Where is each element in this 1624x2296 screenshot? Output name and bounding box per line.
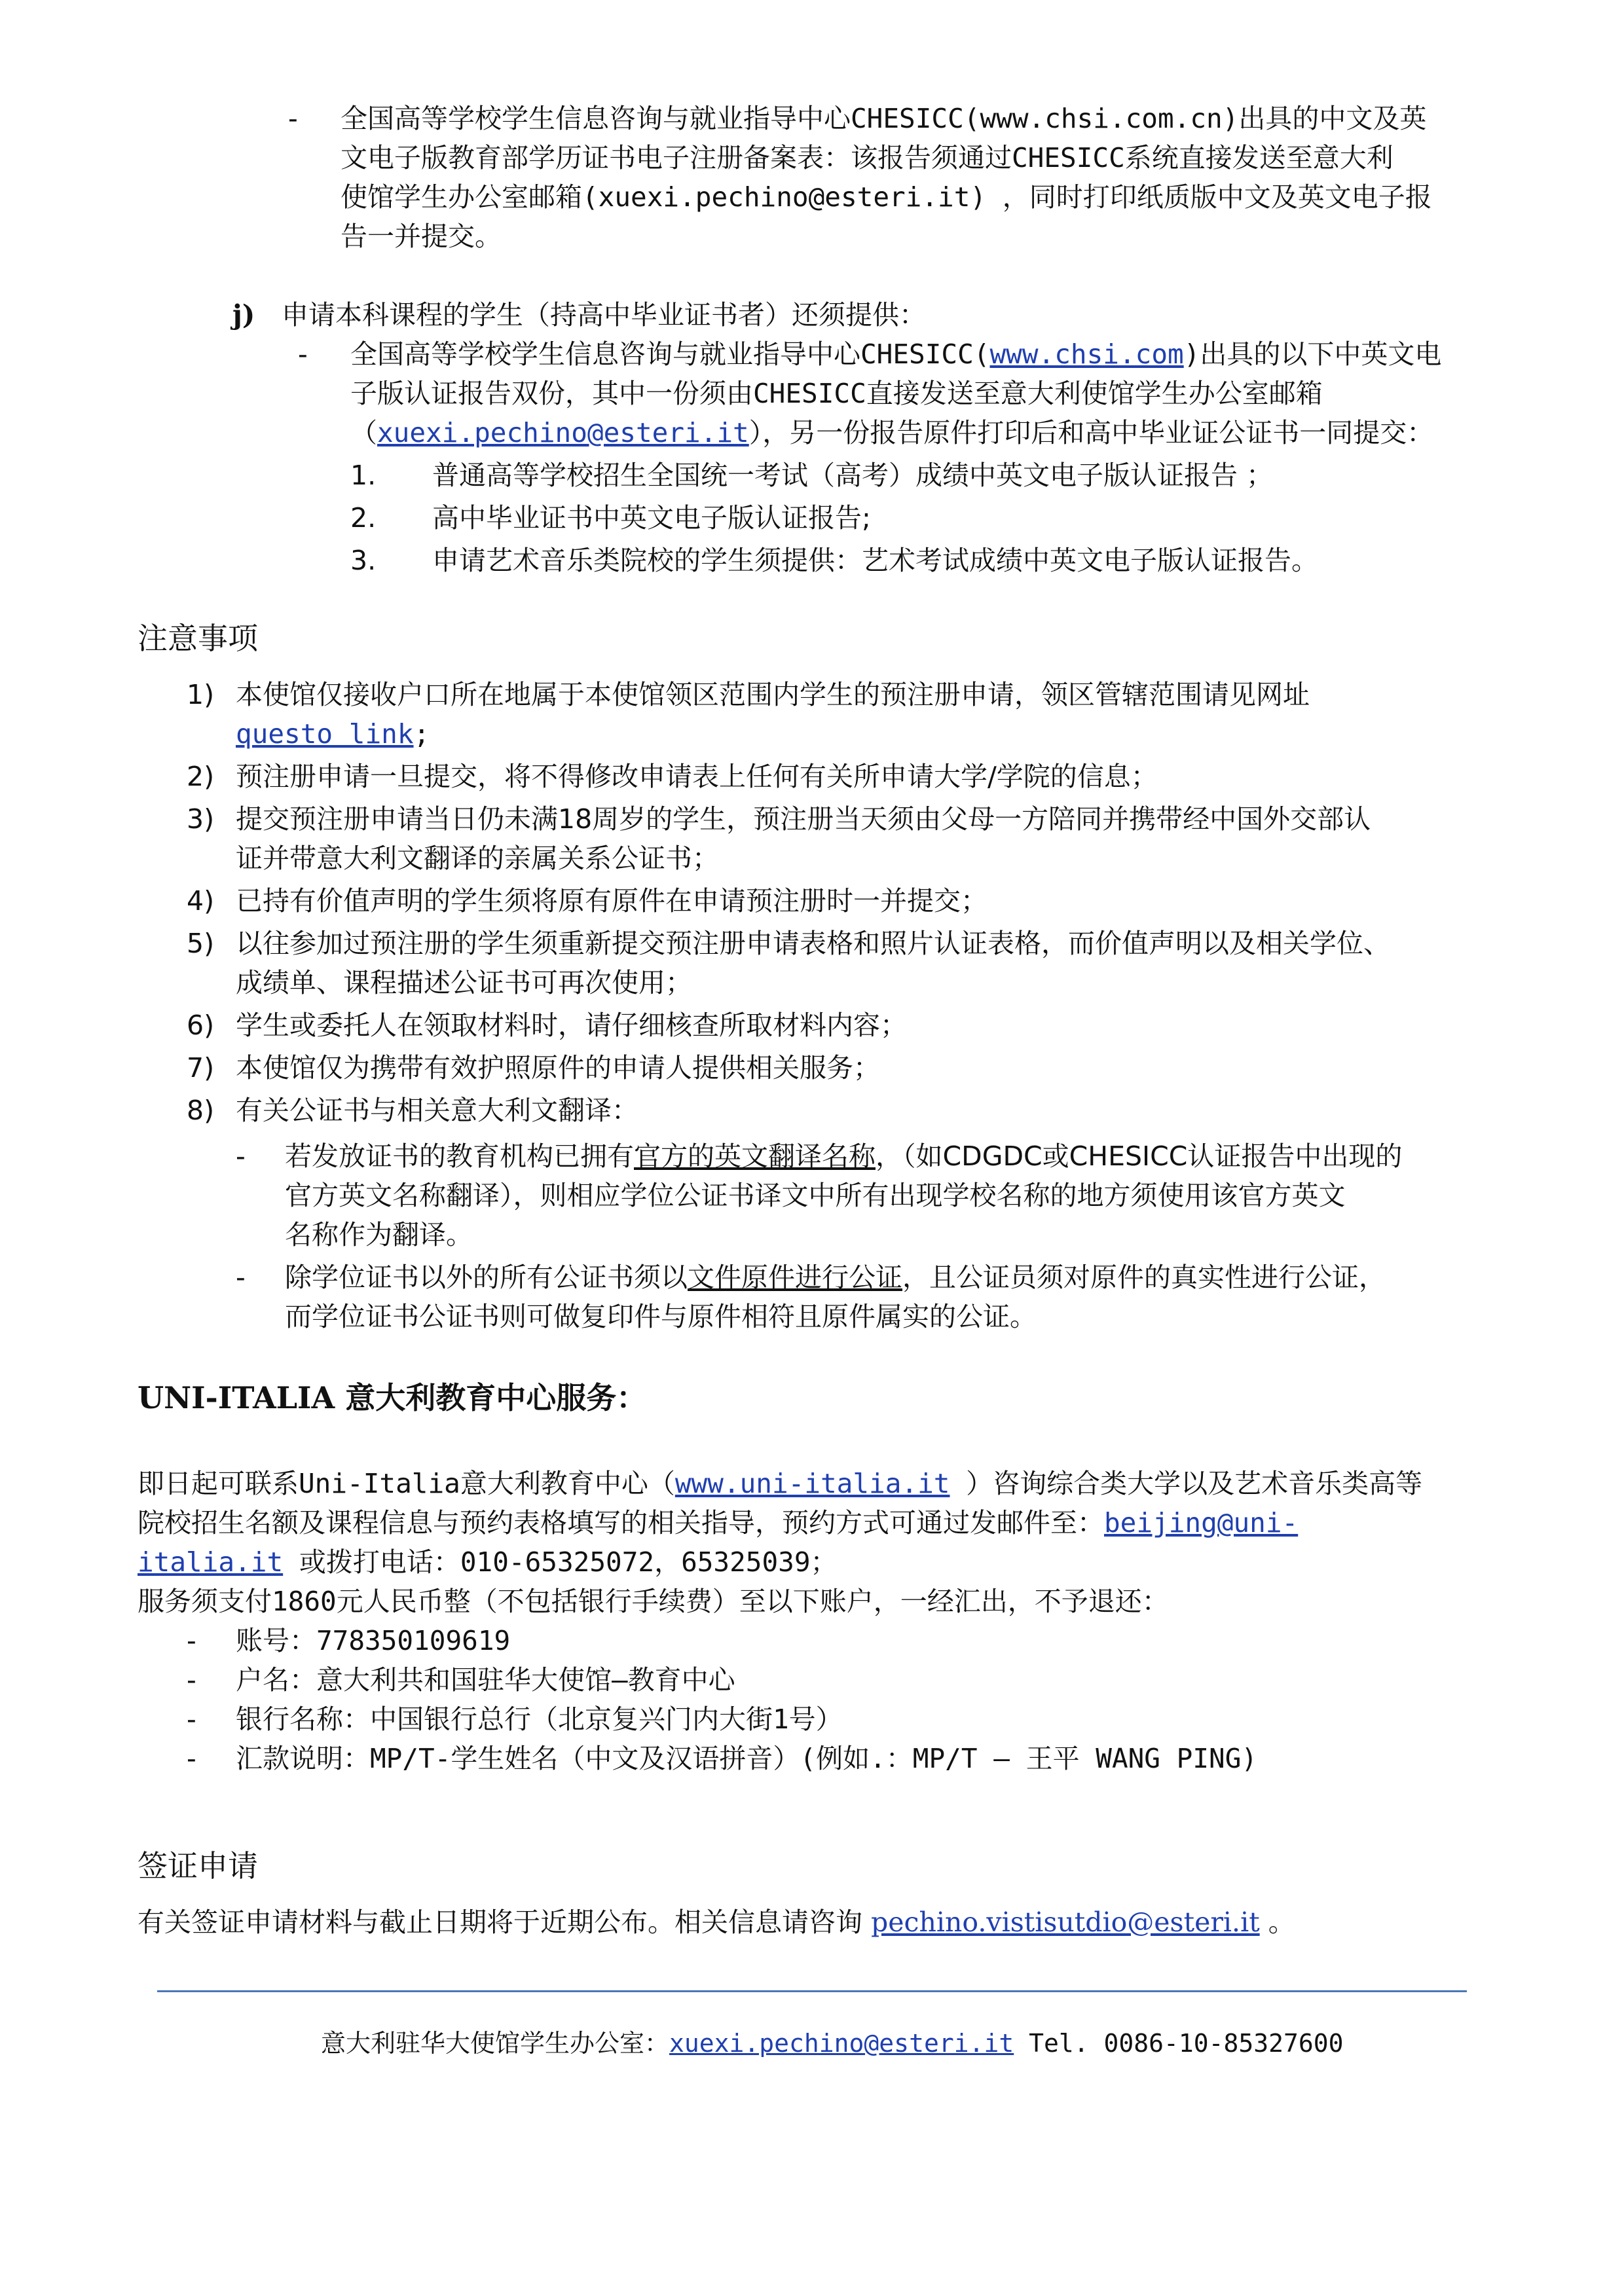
bank-name: 银行名称：中国银行总行（北京复兴门内大街1号） bbox=[236, 1704, 843, 1735]
note-item-7: 本使馆仅为携带有效护照原件的申请人提供相关服务； bbox=[236, 1052, 880, 1084]
bullet-marker: - bbox=[288, 103, 298, 134]
bank-remittance-note: 汇款说明：MP/T-学生姓名（中文及汉语拼音）(例如.：MP/T – 王平 WANG PING) bbox=[236, 1743, 1258, 1774]
visa-email-link[interactable]: pechino.vistisutdio@esteri.it bbox=[871, 1906, 1260, 1938]
note-item-6: 学生或委托人在领取材料时，请仔细核查所取材料内容； bbox=[236, 1010, 907, 1041]
note-8-sub1-line-2: 官方英文名称翻译），则相应学位公证书译文中所有出现学校名称的地方须使用该官方英文 bbox=[285, 1180, 1346, 1211]
numbered-item-3: 申请艺术音乐类院校的学生须提供：艺术考试成绩中英文电子版认证报告。 bbox=[432, 545, 1318, 576]
note-8-sub-marker-2: - bbox=[236, 1262, 246, 1293]
section-j-line-3-tail: ），另一份报告原件打印后和高中毕业证公证书一同提交： bbox=[748, 417, 1434, 448]
note-8-sub1-tail: ，（如CDGDC或CHESICC认证报告中出现的 bbox=[876, 1140, 1403, 1172]
bank-account-name: 户名：意大利共和国驻华大使馆—教育中心 bbox=[236, 1664, 735, 1696]
numbered-item-2: 高中毕业证书中英文电子版认证报告; bbox=[432, 502, 871, 534]
uni-italia-p1-tail: ）咨询综合类大学以及艺术音乐类高等 bbox=[950, 1468, 1423, 1499]
note-8-sub2-underlined-2: 原件 bbox=[741, 1262, 795, 1293]
section-j-line-2: 子版认证报告双份，其中一份须由CHESICC直接发送至意大利使馆学生办公室邮箱 bbox=[350, 378, 1323, 409]
note-8-sub1-underlined: 官方的英文翻译名称 bbox=[634, 1140, 876, 1172]
note-item-1-link-line bbox=[236, 714, 430, 754]
note-marker-3: 3) bbox=[187, 803, 215, 835]
bank-marker-1: - bbox=[187, 1625, 196, 1656]
section-j-line-3-open: （ bbox=[350, 417, 377, 448]
note-item-1-tail: ; bbox=[413, 718, 430, 750]
note-item-3-line-2: 证并带意大利文翻译的亲属关系公证书； bbox=[236, 843, 719, 874]
note-marker-8: 8) bbox=[187, 1095, 215, 1126]
footer-label: 意大利驻华大使馆学生办公室： bbox=[321, 2029, 670, 2058]
visa-heading: 签证申请 bbox=[138, 1848, 258, 1884]
bank-account-number: 账号：778350109619 bbox=[236, 1625, 511, 1656]
note-marker-7: 7) bbox=[187, 1052, 215, 1084]
section-j-line-1-tail: )出具的以下中英文电 bbox=[1183, 338, 1442, 370]
footer bbox=[321, 2023, 1344, 2064]
note-8-sub-marker-1: - bbox=[236, 1140, 246, 1172]
bank-marker-3: - bbox=[187, 1704, 196, 1735]
uni-italia-p2 bbox=[138, 1503, 1298, 1543]
beijing-email-link-part-1[interactable]: beijing@uni- bbox=[1104, 1507, 1299, 1539]
note-8-sub1-line-1 bbox=[285, 1136, 1402, 1176]
note-item-1: 本使馆仅接收户口所在地属于本使馆领区范围内学生的预注册申请，领区管辖范围请见网址 bbox=[236, 679, 1310, 710]
questo-link[interactable]: questo link bbox=[236, 718, 414, 750]
section-j-line-1 bbox=[350, 334, 1441, 374]
uni-italia-site-link[interactable]: www.uni-italia.it bbox=[674, 1468, 950, 1499]
uni-italia-p2-text: 院校招生名额及课程信息与预约表格填写的相关指导，预约方式可通过发邮件至： bbox=[138, 1507, 1104, 1539]
uni-italia-heading-latin: UNI-ITALIA bbox=[138, 1380, 335, 1415]
intro-line-2: 文电子版教育部学历证书电子注册备案表：该报告须通过CHESICC系统直接发送至意大利 bbox=[341, 142, 1393, 173]
note-8-sub2-underlined-3: 进行公证 bbox=[795, 1262, 902, 1293]
chsi-link[interactable]: www.chsi.com bbox=[989, 338, 1184, 370]
numbered-marker-2: 2. bbox=[350, 502, 377, 534]
uni-italia-heading-cn: 意大利教育中心服务： bbox=[335, 1380, 647, 1415]
note-8-sub2-tail: ，且公证员须对原件的真实性进行公证， bbox=[902, 1262, 1386, 1293]
note-8-sub1-line-3: 名称作为翻译。 bbox=[285, 1219, 473, 1250]
intro-line-3: 使馆学生办公室邮箱(xuexi.pechino@esteri.it) ，同时打印纸质版中文及英文电子报 bbox=[341, 181, 1432, 213]
note-item-5-line-2: 成绩单、课程描述公证书可再次使用； bbox=[236, 967, 692, 998]
note-8-sub2-line-2: 而学位证书公证书则可做复印件与原件相符且原件属实的公证。 bbox=[285, 1301, 1037, 1332]
bank-marker-2: - bbox=[187, 1664, 196, 1696]
visa-text-body: 有关签证申请材料与截止日期将于近期公布。相关信息请咨询 bbox=[138, 1906, 872, 1938]
note-8-sub2-line-1 bbox=[285, 1257, 1386, 1298]
note-marker-4: 4) bbox=[187, 885, 215, 917]
section-j-marker: j) bbox=[232, 299, 255, 331]
note-item-5-line-1: 以往参加过预注册的学生须重新提交预注册申请表格和照片认证表格，而价值声明以及相关学位、 bbox=[236, 928, 1390, 959]
section-j-sub-marker: - bbox=[298, 338, 308, 370]
note-item-4: 已持有价值声明的学生须将原有原件在申请预注册时一并提交； bbox=[236, 885, 987, 917]
intro-line-1: 全国高等学校学生信息咨询与就业指导中心CHESICC(www.chsi.com.cn)出具的中文及英 bbox=[341, 103, 1427, 134]
section-j-line-3 bbox=[350, 412, 1433, 453]
bank-marker-4: - bbox=[187, 1743, 196, 1774]
uni-italia-p1 bbox=[138, 1463, 1422, 1504]
uni-italia-p3 bbox=[138, 1542, 838, 1582]
uni-italia-p1-text: 即日起可联系Uni-Italia意大利教育中心（ bbox=[138, 1468, 675, 1499]
note-8-sub2-text: 除学位证书以外的所有公证书须以 bbox=[285, 1262, 688, 1293]
note-marker-6: 6) bbox=[187, 1010, 215, 1041]
uni-italia-heading bbox=[138, 1375, 646, 1421]
xuexi-email-link[interactable]: xuexi.pechino@esteri.it bbox=[377, 417, 749, 448]
uni-italia-phone: 或拨打电话：010-65325072，65325039； bbox=[283, 1546, 838, 1578]
note-item-8-title: 有关公证书与相关意大利文翻译： bbox=[236, 1095, 638, 1126]
section-j-title: 申请本科课程的学生（持高中毕业证书者）还须提供： bbox=[282, 299, 926, 331]
note-marker-5: 5) bbox=[187, 928, 215, 959]
numbered-item-1: 普通高等学校招生全国统一考试（高考）成绩中英文电子版认证报告 ； bbox=[432, 460, 1274, 491]
footer-email-link[interactable]: xuexi.pechino@esteri.it bbox=[669, 2029, 1014, 2058]
visa-text-tail: 。 bbox=[1259, 1906, 1295, 1938]
notes-heading: 注意事项 bbox=[138, 621, 258, 656]
intro-line-4: 告一并提交。 bbox=[341, 221, 502, 252]
uni-italia-p4: 服务须支付1860元人民币整（不包括银行手续费）至以下账户，一经汇出，不予退还： bbox=[138, 1586, 1169, 1617]
footer-tel: Tel. 0086-10-85327600 bbox=[1014, 2029, 1344, 2058]
beijing-email-link-part-2[interactable]: italia.it bbox=[138, 1546, 284, 1578]
numbered-marker-3: 3. bbox=[350, 545, 377, 576]
note-8-sub2-underlined-1: 文件 bbox=[688, 1262, 741, 1293]
visa-text bbox=[138, 1902, 1295, 1942]
section-j-line-1-text: 全国高等学校学生信息咨询与就业指导中心CHESICC( bbox=[350, 338, 990, 370]
note-item-3-line-1: 提交预注册申请当日仍未满18周岁的学生，预注册当天须由父母一方陪同并携带经中国外交部认 bbox=[236, 803, 1371, 835]
note-8-sub1-text: 若发放证书的教育机构已拥有 bbox=[285, 1140, 634, 1172]
numbered-marker-1: 1. bbox=[350, 460, 377, 491]
note-item-2: 预注册申请一旦提交，将不得修改申请表上任何有关所申请大学/学院的信息； bbox=[236, 761, 1158, 792]
note-marker-2: 2) bbox=[187, 761, 215, 792]
note-marker-1: 1) bbox=[187, 679, 215, 710]
footer-divider bbox=[157, 1990, 1467, 1992]
